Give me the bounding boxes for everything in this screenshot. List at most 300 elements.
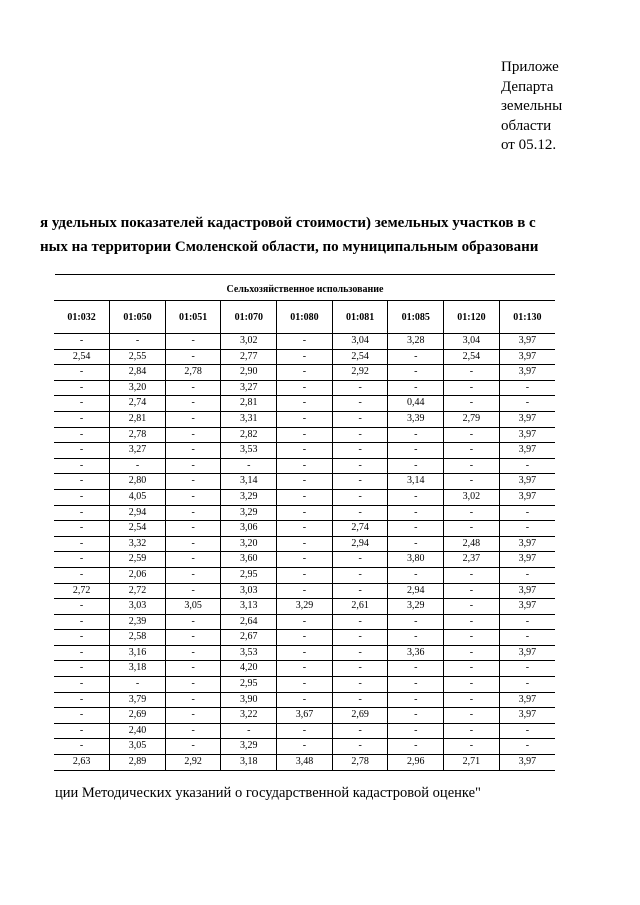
table-cell: 2,78 (110, 427, 166, 443)
table-cell: - (165, 552, 221, 568)
table-cell: - (444, 692, 500, 708)
table-cell: - (165, 536, 221, 552)
table-cell: 3,22 (221, 708, 277, 724)
title-line: ных на территории Смоленской области, по муниципальным образовани (40, 239, 539, 255)
table-cell: 2,94 (388, 583, 444, 599)
table-cell: - (499, 630, 555, 646)
table-cell: - (444, 396, 500, 412)
table-cell: - (388, 521, 444, 537)
table-cell: - (332, 661, 388, 677)
table-cell: - (444, 474, 500, 490)
table-cell: 3,13 (221, 599, 277, 615)
table-cell: - (388, 536, 444, 552)
table-cell: - (277, 411, 333, 427)
table-cell: - (332, 583, 388, 599)
table-cell: - (277, 692, 333, 708)
table-cell: - (332, 630, 388, 646)
table-cell: - (277, 536, 333, 552)
table-cell: 2,81 (110, 411, 166, 427)
table-cell: - (332, 396, 388, 412)
table-cell: - (165, 645, 221, 661)
table-cell: 3,14 (221, 474, 277, 490)
table-cell: - (444, 458, 500, 474)
table-row (54, 708, 555, 724)
divider-line (55, 274, 555, 275)
table-cell: - (388, 567, 444, 583)
table-cell: - (388, 489, 444, 505)
table-cell: - (277, 474, 333, 490)
table-cell: 3,16 (110, 645, 166, 661)
table-cell: 3,18 (110, 661, 166, 677)
table-cell: - (444, 630, 500, 646)
table-cell: - (54, 552, 110, 568)
table-cell: - (165, 380, 221, 396)
table-cell: - (110, 334, 166, 350)
table-cell: - (388, 365, 444, 381)
table-cell: - (444, 427, 500, 443)
table-cell: - (165, 739, 221, 755)
table-row (54, 349, 555, 365)
table-cell: 3,97 (499, 599, 555, 615)
table-cell: 2,92 (332, 365, 388, 381)
table-cell: 2,72 (110, 583, 166, 599)
table-cell: - (277, 365, 333, 381)
table-cell: 3,27 (221, 380, 277, 396)
table-cell: - (277, 630, 333, 646)
appendix-line: земельны (501, 98, 563, 114)
appendix-line: от 05.12. (501, 137, 557, 153)
table-cell: 4,05 (110, 489, 166, 505)
table-cell: - (165, 521, 221, 537)
table-cell: - (54, 536, 110, 552)
table-cell: - (444, 677, 500, 693)
table-cell: 3,27 (110, 443, 166, 459)
table-cell: - (444, 380, 500, 396)
table-cell: - (332, 443, 388, 459)
table-cell: 2,78 (165, 365, 221, 381)
table-cell: - (165, 334, 221, 350)
table-cell: - (277, 567, 333, 583)
table-cell: 0,44 (388, 396, 444, 412)
table-cell: - (444, 739, 500, 755)
table-cell: - (332, 380, 388, 396)
table-cell: - (165, 567, 221, 583)
table-cell: - (388, 630, 444, 646)
table-cell: - (165, 708, 221, 724)
table-cell: - (499, 567, 555, 583)
table-cell: - (388, 443, 444, 459)
table-cell: 3,97 (499, 443, 555, 459)
table-cell: - (165, 349, 221, 365)
table-cell: - (165, 458, 221, 474)
document-title (40, 211, 555, 259)
table-cell: - (277, 552, 333, 568)
table-cell: - (499, 677, 555, 693)
table-cell: 2,06 (110, 567, 166, 583)
title-line: я удельных показателей кадастровой стоимости) земельных участков в с (40, 215, 536, 231)
table-cell: - (110, 677, 166, 693)
table-cell: - (54, 427, 110, 443)
table-cell: - (332, 567, 388, 583)
table-cell: 2,82 (221, 427, 277, 443)
column-header: 01:080 (277, 301, 333, 334)
table-row (54, 380, 555, 396)
table-cell: 3,36 (388, 645, 444, 661)
table-cell: - (165, 723, 221, 739)
table-cell: 3,90 (221, 692, 277, 708)
table-cell: - (499, 739, 555, 755)
table-row (54, 411, 555, 427)
table-header-row (54, 301, 555, 334)
appendix-line: Приложе (501, 59, 559, 75)
table-cell: - (332, 723, 388, 739)
table-cell: - (388, 677, 444, 693)
table-cell: 3,14 (388, 474, 444, 490)
table-row (54, 505, 555, 521)
table-cell: - (54, 396, 110, 412)
table-cell: 2,69 (332, 708, 388, 724)
table-cell: 3,97 (499, 474, 555, 490)
table-cell: 3,97 (499, 692, 555, 708)
table-cell: 3,97 (499, 411, 555, 427)
table-cell: - (332, 505, 388, 521)
table-cell: 3,20 (110, 380, 166, 396)
table-row (54, 365, 555, 381)
table-cell: - (444, 723, 500, 739)
column-header: 01:051 (165, 301, 221, 334)
table-cell: 3,05 (165, 599, 221, 615)
table-cell: 2,64 (221, 614, 277, 630)
table-cell: 3,05 (110, 739, 166, 755)
table-cell: 3,02 (444, 489, 500, 505)
table-cell: 2,54 (332, 349, 388, 365)
table-cell: - (165, 505, 221, 521)
table-row (54, 692, 555, 708)
table-cell: - (388, 427, 444, 443)
table-cell: 2,95 (221, 567, 277, 583)
table-cell: - (277, 723, 333, 739)
table-cell: - (277, 396, 333, 412)
table-row (54, 536, 555, 552)
table-cell: - (54, 723, 110, 739)
table-row (54, 661, 555, 677)
table-cell: 3,80 (388, 552, 444, 568)
table-cell: - (277, 677, 333, 693)
table-cell: - (444, 567, 500, 583)
table-cell: 2,40 (110, 723, 166, 739)
table-cell: 2,61 (332, 599, 388, 615)
table-cell: 3,06 (221, 521, 277, 537)
table-cell: - (277, 443, 333, 459)
table-cell: 3,97 (499, 755, 555, 771)
table-cell: - (277, 349, 333, 365)
table-cell: - (165, 489, 221, 505)
table-cell: 2,94 (332, 536, 388, 552)
table-cell: - (499, 723, 555, 739)
table-cell: - (388, 614, 444, 630)
table-row (54, 755, 555, 771)
table-cell: - (165, 677, 221, 693)
table-row (54, 567, 555, 583)
table-body (54, 334, 555, 771)
table-row (54, 489, 555, 505)
table-cell: 2,58 (110, 630, 166, 646)
table-cell: 3,79 (110, 692, 166, 708)
table-cell: - (332, 552, 388, 568)
table-cell: - (54, 692, 110, 708)
table-cell: 2,77 (221, 349, 277, 365)
table-cell: 2,37 (444, 552, 500, 568)
table-row (54, 443, 555, 459)
table-cell: - (165, 630, 221, 646)
table-cell: 3,97 (499, 583, 555, 599)
table-cell: - (54, 567, 110, 583)
table-cell: - (165, 474, 221, 490)
table-cell: - (165, 443, 221, 459)
column-header: 01:130 (499, 301, 555, 334)
table-cell: - (54, 739, 110, 755)
table-cell: - (165, 661, 221, 677)
table-cell: - (54, 677, 110, 693)
table-cell: - (332, 677, 388, 693)
table-cell: 2,79 (444, 411, 500, 427)
table-cell: 3,03 (221, 583, 277, 599)
table-cell: - (332, 614, 388, 630)
table-cell: - (388, 458, 444, 474)
table-cell: 3,97 (499, 552, 555, 568)
table-cell: 2,74 (332, 521, 388, 537)
section-title: Сельхозяйственное использование (226, 284, 384, 295)
table-cell: 3,04 (332, 334, 388, 350)
table-cell: - (165, 396, 221, 412)
table-cell: - (388, 723, 444, 739)
table-cell: - (277, 583, 333, 599)
column-header: 01:070 (221, 301, 277, 334)
table-cell: 4,20 (221, 661, 277, 677)
table-cell: 2,54 (54, 349, 110, 365)
table-cell: - (54, 365, 110, 381)
column-header: 01:050 (110, 301, 166, 334)
table-cell: - (54, 443, 110, 459)
table-cell: 3,03 (110, 599, 166, 615)
table-cell: - (444, 521, 500, 537)
table-cell: - (499, 458, 555, 474)
table-cell: 3,97 (499, 536, 555, 552)
table-cell: 3,20 (221, 536, 277, 552)
table-cell: 2,89 (110, 755, 166, 771)
table-cell: - (165, 427, 221, 443)
table-row (54, 458, 555, 474)
table-row (54, 521, 555, 537)
table-cell: - (110, 458, 166, 474)
table-cell: - (444, 365, 500, 381)
table-cell: 3,32 (110, 536, 166, 552)
table-cell: - (165, 692, 221, 708)
table-cell: - (277, 489, 333, 505)
table-cell: - (499, 380, 555, 396)
table-cell: 2,94 (110, 505, 166, 521)
table-cell: - (499, 505, 555, 521)
table-row (54, 739, 555, 755)
table-cell: - (499, 396, 555, 412)
table-row (54, 474, 555, 490)
table-cell: 3,39 (388, 411, 444, 427)
table-cell: 2,54 (110, 521, 166, 537)
table-cell: - (54, 474, 110, 490)
table-cell: 2,72 (54, 583, 110, 599)
table-cell: 2,63 (54, 755, 110, 771)
table-cell: 2,74 (110, 396, 166, 412)
table-cell: - (277, 739, 333, 755)
table-cell: 2,95 (221, 677, 277, 693)
table-cell: 3,67 (277, 708, 333, 724)
table-row (54, 396, 555, 412)
table-cell: - (388, 661, 444, 677)
table-cell: - (54, 521, 110, 537)
column-header: 01:085 (388, 301, 444, 334)
table-cell: - (277, 521, 333, 537)
table-row (54, 677, 555, 693)
table-cell: - (277, 505, 333, 521)
footnote: ции Методических указаний о государственной кадастровой оценке" (55, 785, 481, 801)
table-cell: - (444, 443, 500, 459)
column-header: 01:120 (444, 301, 500, 334)
table-cell: 3,29 (221, 505, 277, 521)
table-cell: - (277, 614, 333, 630)
table-cell: - (165, 614, 221, 630)
table-cell: 3,97 (499, 645, 555, 661)
table-cell: 2,92 (165, 755, 221, 771)
table-cell: - (444, 661, 500, 677)
table-cell: 2,80 (110, 474, 166, 490)
values-table (54, 300, 555, 771)
table-row (54, 552, 555, 568)
table-cell: - (332, 458, 388, 474)
table-cell: - (54, 708, 110, 724)
table-cell: - (221, 458, 277, 474)
table-cell: - (277, 380, 333, 396)
table-cell: - (165, 411, 221, 427)
table-cell: - (444, 505, 500, 521)
table-cell: - (54, 489, 110, 505)
table-cell: - (54, 614, 110, 630)
table-cell: 2,81 (221, 396, 277, 412)
table-cell: - (332, 692, 388, 708)
table-cell: 3,29 (221, 489, 277, 505)
table-cell: - (54, 645, 110, 661)
table-cell: - (54, 630, 110, 646)
table-cell: 2,69 (110, 708, 166, 724)
table-cell: 2,78 (332, 755, 388, 771)
table-cell: - (499, 614, 555, 630)
table-row (54, 427, 555, 443)
table-cell: 3,97 (499, 708, 555, 724)
table-cell: - (388, 692, 444, 708)
table-cell: - (499, 521, 555, 537)
table-cell: - (54, 334, 110, 350)
table-cell: - (388, 505, 444, 521)
table-cell: - (388, 349, 444, 365)
table-cell: - (332, 427, 388, 443)
table-cell: 3,28 (388, 334, 444, 350)
table-cell: 2,59 (110, 552, 166, 568)
table-cell: 3,97 (499, 489, 555, 505)
table-cell: 3,97 (499, 349, 555, 365)
table-cell: 2,54 (444, 349, 500, 365)
table-row (54, 583, 555, 599)
table-cell: 2,39 (110, 614, 166, 630)
table-row (54, 723, 555, 739)
table-cell: - (332, 489, 388, 505)
table-cell: - (444, 614, 500, 630)
table-cell: - (332, 645, 388, 661)
table-cell: 3,31 (221, 411, 277, 427)
table-cell: 3,97 (499, 427, 555, 443)
table-cell: 3,18 (221, 755, 277, 771)
table-cell: - (54, 599, 110, 615)
table-cell: - (332, 411, 388, 427)
table-cell: 2,90 (221, 365, 277, 381)
table-cell: 2,96 (388, 755, 444, 771)
table-cell: - (332, 739, 388, 755)
table-cell: 3,29 (277, 599, 333, 615)
table-cell: 3,29 (388, 599, 444, 615)
table-cell: 3,53 (221, 645, 277, 661)
table-cell: - (444, 645, 500, 661)
table-cell: 3,48 (277, 755, 333, 771)
table-cell: - (499, 661, 555, 677)
table-row (54, 334, 555, 350)
table-cell: - (277, 661, 333, 677)
table-cell: 3,97 (499, 365, 555, 381)
table-row (54, 645, 555, 661)
table-cell: - (332, 474, 388, 490)
table-cell: - (277, 427, 333, 443)
table-cell: - (54, 505, 110, 521)
table-cell: - (277, 334, 333, 350)
table-cell: 3,02 (221, 334, 277, 350)
appendix-line: области (501, 117, 552, 134)
table-cell: - (388, 380, 444, 396)
table-cell: 2,48 (444, 536, 500, 552)
table-cell: - (388, 708, 444, 724)
table-cell: - (444, 708, 500, 724)
table-cell: - (54, 661, 110, 677)
table-cell: - (54, 411, 110, 427)
table-cell: 2,84 (110, 365, 166, 381)
table-cell: 3,29 (221, 739, 277, 755)
table-cell: - (388, 739, 444, 755)
table-row (54, 599, 555, 615)
table-cell: - (165, 583, 221, 599)
table-cell: - (444, 599, 500, 615)
table-cell: 3,04 (444, 334, 500, 350)
table-cell: 3,60 (221, 552, 277, 568)
table-cell: 2,71 (444, 755, 500, 771)
appendix-line: Департа (501, 78, 554, 95)
column-header: 01:032 (54, 301, 110, 334)
table-row (54, 630, 555, 646)
table-cell: 3,97 (499, 334, 555, 350)
table-cell: 2,55 (110, 349, 166, 365)
table-row (54, 614, 555, 630)
column-header: 01:081 (332, 301, 388, 334)
table-cell: - (54, 380, 110, 396)
table-cell: - (54, 458, 110, 474)
table-cell: 2,67 (221, 630, 277, 646)
table-cell: - (277, 458, 333, 474)
table-cell: 3,53 (221, 443, 277, 459)
